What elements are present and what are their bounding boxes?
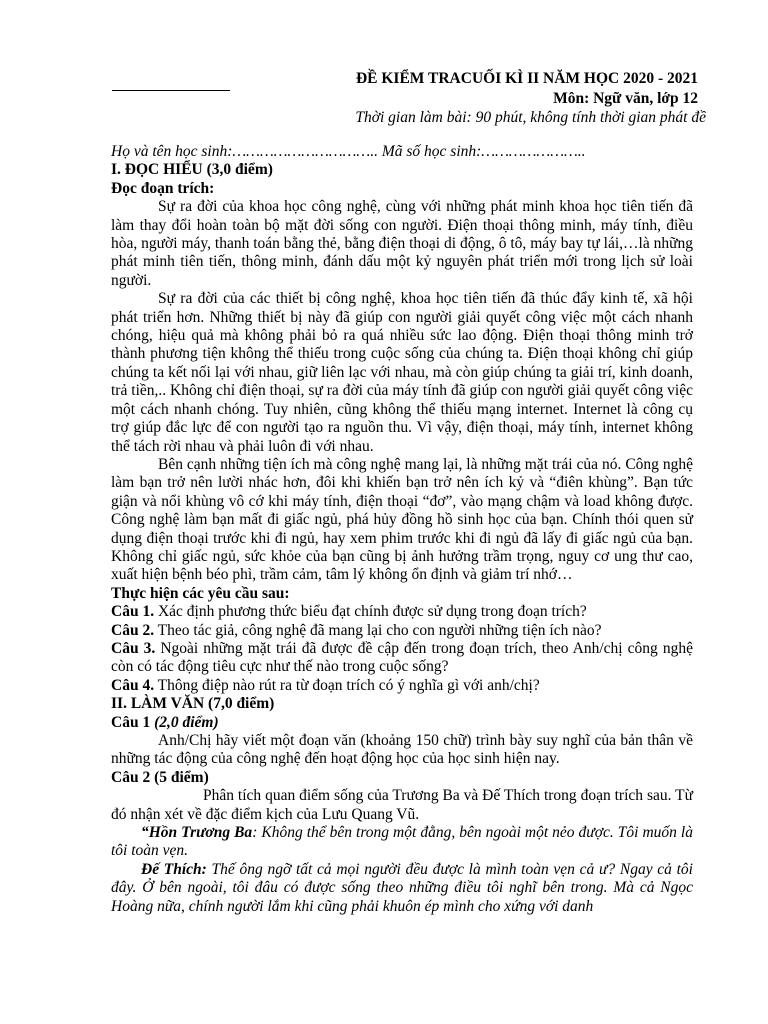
quote-2-speaker: Đế Thích: [141, 860, 207, 878]
quote-1-speaker: “Hồn Trương Ba [141, 824, 253, 842]
passage-paragraph-2: Sự ra đời của các thiết bị công nghệ, khoa học tiên tiến đã thúc đẩy kinh tế, xã hội phát triển hơn. Những thiết bị này đã giúp con người giải quyết công việc một cách nhanh chóng, hiệu quả mà không phải bỏ ra quá nhiều sức lao động. Điện thoại thông minh trở thành phương tiện không thể thiếu trong cuộc sống của chúng ta. Điện thoại không chỉ giúp chúng ta kết nối lại với nhau, giữ liên lạc với nhau, mà còn giúp chúng ta giải trí, kinh doanh, trả tiền,.. Không chỉ điện thoại, sự ra đời của máy tính đã giúp con người giải quyết công việc một cách nhanh chóng. Tuy nhiên, cũng không thể thiếu mạng internet. Internet là công cụ trợ giúp đắc lực để con người tạo ra nguồn thu. Vì vậy, điện thoại, máy tính, internet không thể tách rời nhau và phải luôn đi với nhau. [111, 290, 693, 455]
essay-q1-label: Câu 1 [111, 713, 151, 731]
question-2 [111, 622, 693, 640]
quote-1-text: : Không thể bên trong một đằng, bên ngoài một nẻo được. Tôi muốn là tôi toàn vẹn. [111, 824, 693, 860]
question-text: Thông điệp nào rút ra từ đoạn trích có ý nghĩa gì với anh/chị? [154, 676, 540, 694]
essay-question-2-text: Phân tích quan điểm sống của Trương Ba và Đế Thích trong đoạn trích sau. Từ đó nhận xét về đặc điểm kịch của Lưu Quang Vũ. [111, 787, 693, 823]
question-1 [111, 603, 693, 621]
essay-question-1-text: Anh/Chị hãy viết một đoạn văn (khoảng 150 chữ) trình bày suy nghĩ của bản thân về những tác động của công nghệ đến hoạt động học của học sinh hiện nay. [111, 732, 693, 768]
question-text: Theo tác giả, công nghệ đã mang lại cho con người những tiện ích nào? [154, 621, 602, 639]
question-label: Câu 2. [111, 621, 155, 639]
passage-paragraph-1: Sự ra đời của khoa học công nghệ, cùng với những phát minh khoa học tiên tiến đã làm thay đổi hoàn toàn bộ mặt đời sống con người. Điện thoại thông minh, máy tính, điều hòa, người máy, thanh toán bằng thẻ, bằng điện thoại di động, ô tô, máy bay tự lái,…là những phát minh tiên tiến, thông minh, đánh dấu một kỷ nguyên phát triển mới trong lịch sử loài người. [111, 198, 693, 289]
exam-subject: Môn: Ngữ văn, lớp 12 [553, 90, 698, 107]
document-body [111, 143, 693, 916]
question-label: Câu 1. [111, 603, 155, 621]
quote-2 [111, 861, 693, 916]
read-label: Đọc đoạn trích: [111, 179, 215, 197]
quote-2-text: Thế ông ngỡ tất cả mọi người đều được là mình toàn vẹn cả ư? Ngay cả tôi đây. Ở bên ngoài, tôi đâu có được sống theo những điều tôi nghĩ bên trong. Mà cả Ngọc Hoàng nữa, chính người lắm khi cũng phải khuôn ép mình cho xứng với danh [111, 860, 693, 915]
task-label: Thực hiện các yêu cầu sau: [111, 584, 290, 602]
essay-question-2-heading: Câu 2 (5 điểm) [111, 768, 209, 786]
student-info-line: Họ và tên học sinh:………………………….. Mã số học sinh:………………….. [111, 143, 586, 160]
section-1-title: I. ĐỌC HIỂU (3,0 điểm) [111, 161, 273, 179]
exam-title: ĐỀ KIỂM TRACUỐI KÌ II NĂM HỌC 2020 - 2021 [355, 70, 698, 87]
passage-paragraph-3: Bên cạnh những tiện ích mà công nghệ mang lại, là những mặt trái của nó. Công nghệ làm bạn trở nên lười nhác hơn, đôi khi khiến bạn trở nên ích kỷ và “điên khùng”. Bạn tức giận và nổi khùng vô cớ khi máy tính, điện thoại “đơ”, vào mạng chậm và load không được. Công nghệ làm bạn mất đi giấc ngủ, phá hủy đồng hồ sinh học của bạn. Chính thói quen sử dụng điện thoại trước khi đi ngủ, hay xem phim trước khi đi ngủ đã lấy đi giấc ngủ của bạn. Không chỉ giấc ngủ, sức khỏe của bạn cũng bị ảnh hưởng trầm trọng, nguy cơ ung thư cao, xuất hiện bệnh béo phì, trầm cảm, tâm lý không ổn định và giảm trí nhớ… [111, 455, 693, 584]
quote-1 [111, 824, 693, 861]
question-label: Câu 4. [111, 676, 155, 694]
question-3 [111, 640, 693, 677]
question-text: Ngoài những mặt trái đã được đề cập đến trong đoạn trích, theo Anh/chị công nghệ còn có tác động tiêu cực như thế nào trong cuộc sống? [111, 639, 693, 676]
question-4 [111, 677, 693, 695]
question-label: Câu 3. [111, 639, 156, 657]
section-2-title: II. LÀM VĂN (7,0 điểm) [111, 695, 275, 713]
essay-q1-points: (2,0 điểm) [150, 713, 219, 731]
essay-question-1-heading [111, 714, 693, 732]
header-rule [112, 90, 230, 91]
exam-time: Thời gian làm bài: 90 phút, không tính thời gian phát đề [355, 109, 706, 126]
question-text: Xác định phương thức biểu đạt chính được sử dụng trong đoạn trích? [154, 603, 587, 621]
